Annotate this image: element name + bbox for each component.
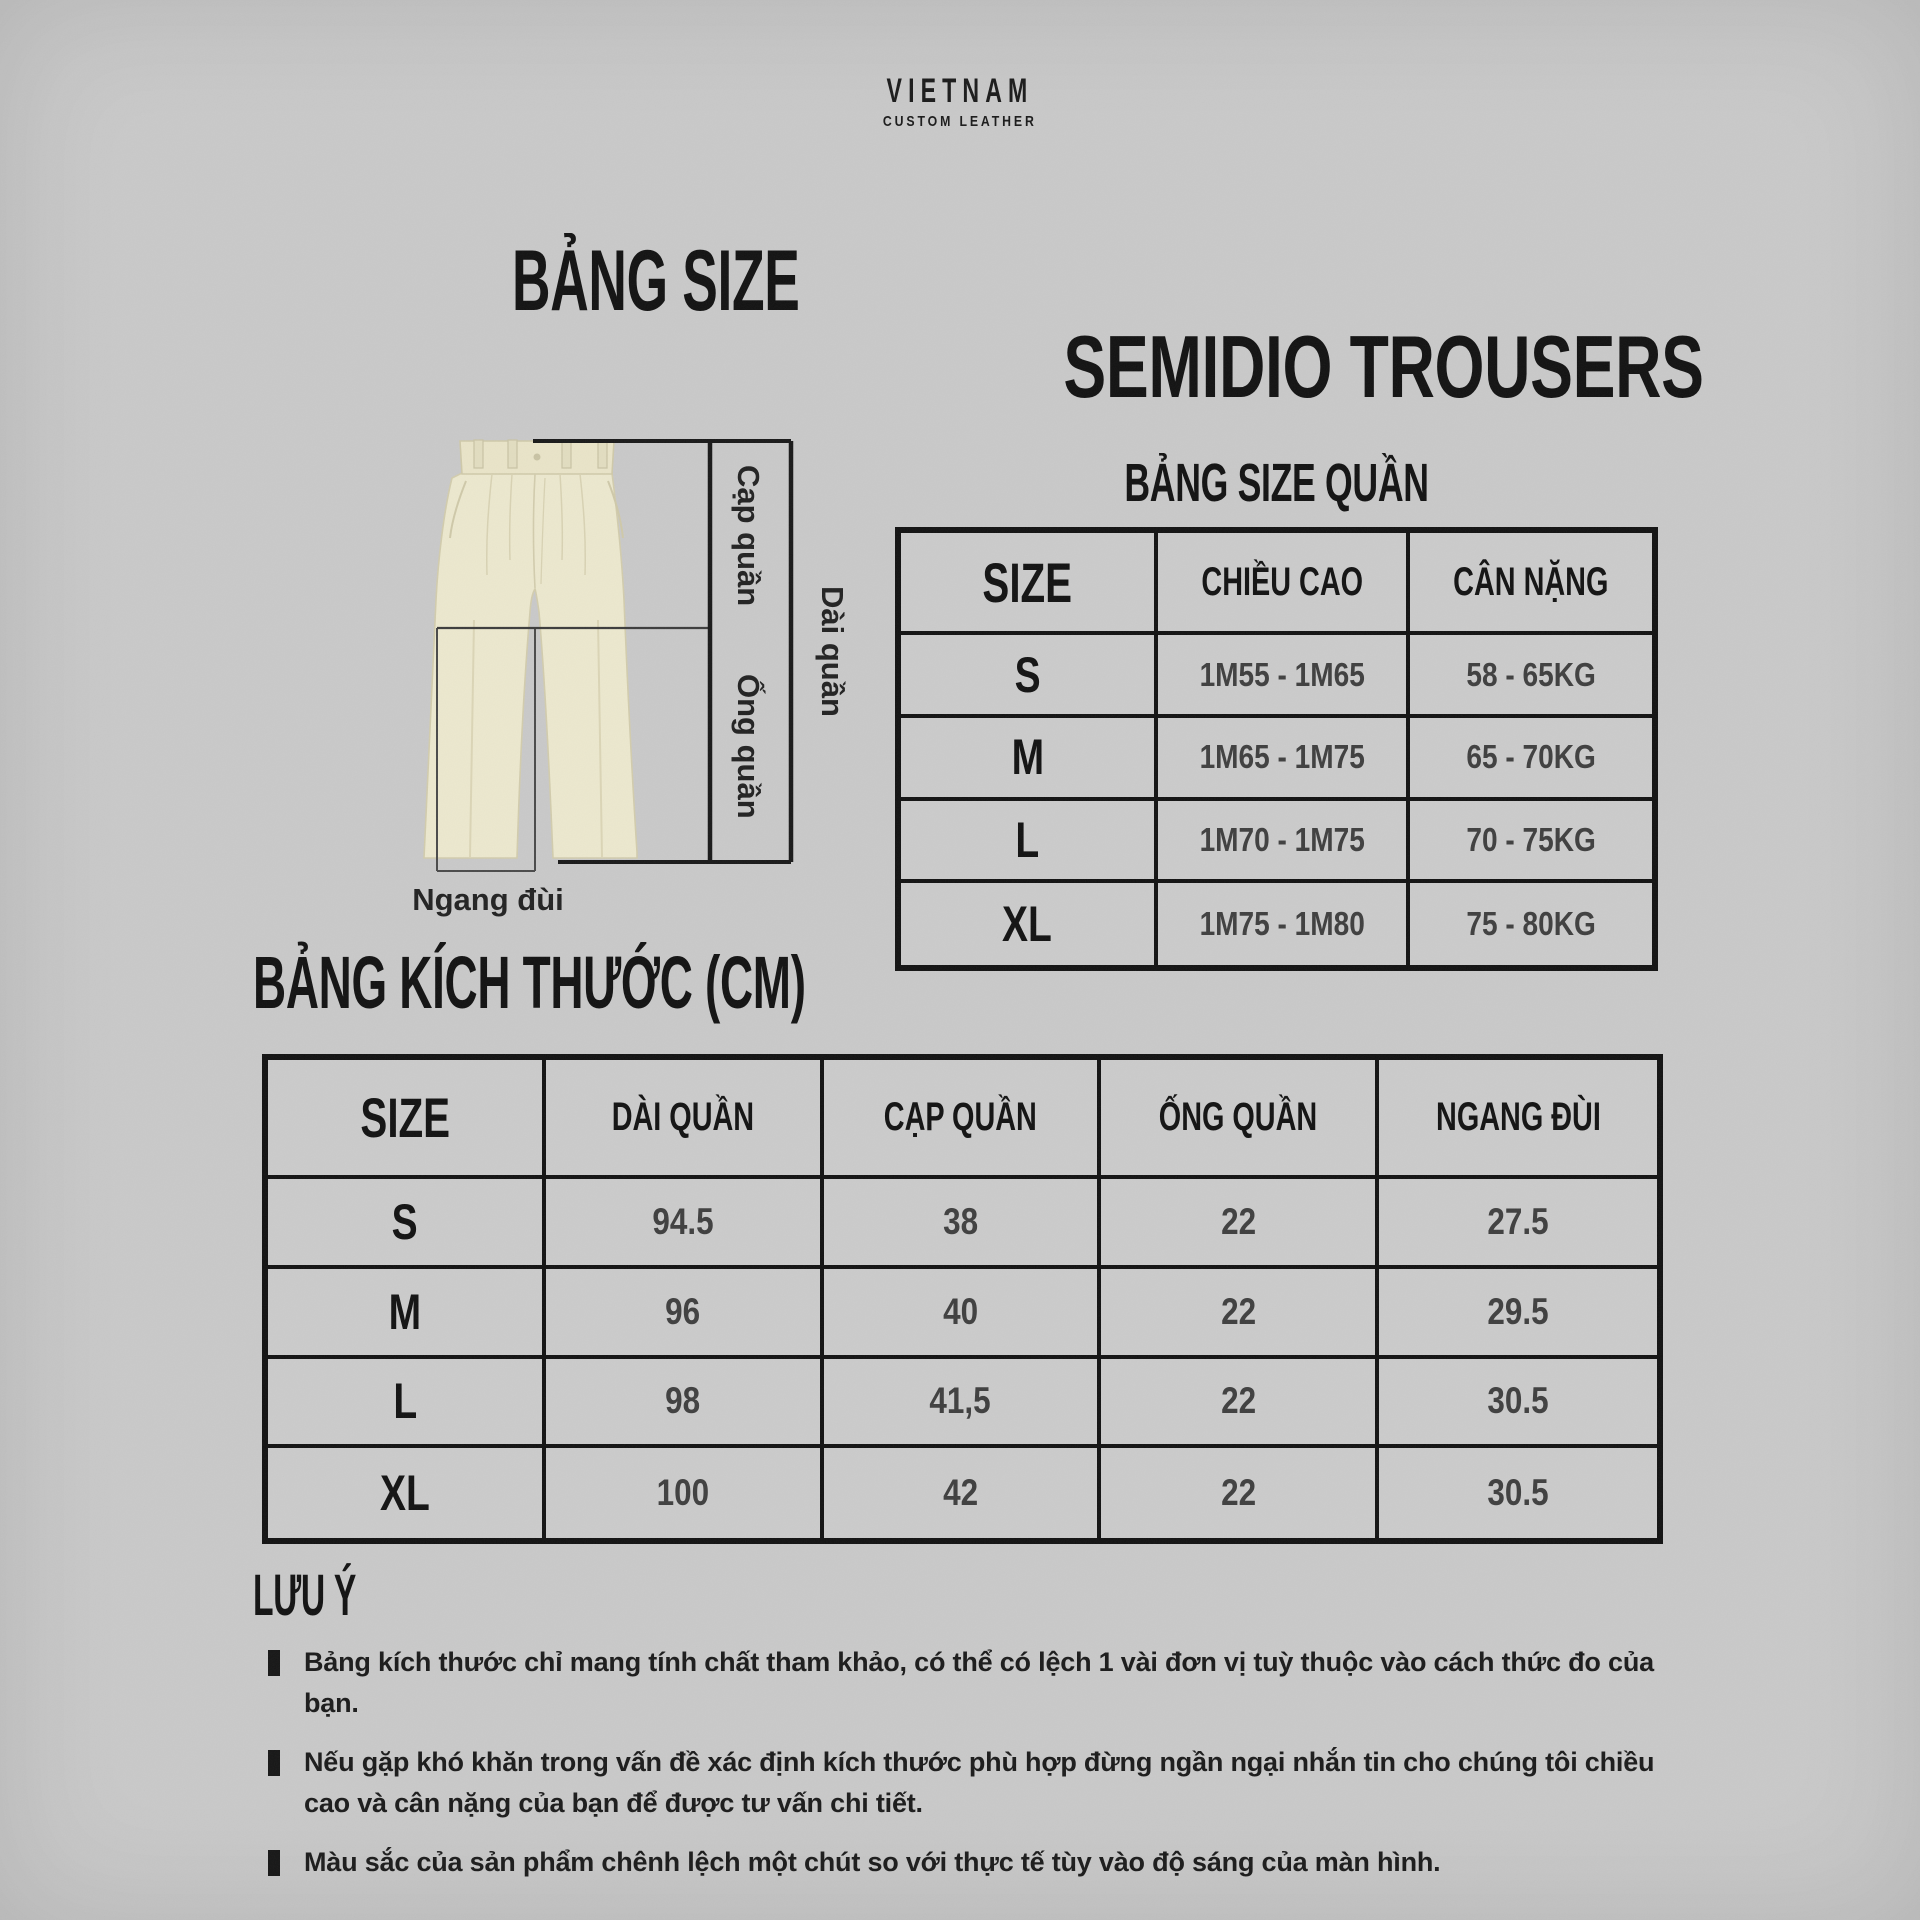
measure-cell: 98 [546,1359,824,1449]
measure-cell: M [268,1269,546,1359]
square-bullet-icon [268,1650,280,1676]
measurement-table [262,1054,1663,1544]
notes-list [268,1642,1668,1901]
size-table-header-size: SIZE [901,533,1158,635]
size-table-header-height: CHIỀU CAO [1158,533,1410,635]
leg-opening-measure-label: Ống quần [731,673,766,819]
measure-cell: 22 [1101,1179,1379,1269]
size-table-cell: M [901,718,1158,801]
measure-cell: 94.5 [546,1179,824,1269]
brand-tagline: CUSTOM LEATHER [883,113,1037,130]
measure-cell: 30.5 [1379,1359,1657,1449]
measure-cell: S [268,1179,546,1269]
square-bullet-icon [268,1750,280,1776]
measure-cell: 40 [824,1269,1102,1359]
size-table-cell: S [901,635,1158,718]
measure-cell: 30.5 [1487,1472,1549,1514]
measure-cell: 22 [1101,1269,1379,1359]
measure-header-leg-opening: ỐNG QUẦN [1101,1060,1379,1179]
note-item [268,1642,1668,1724]
measure-header-waist: CẠP QUẦN [824,1060,1102,1179]
size-table-title: BẢNG SIZE QUẦN [1124,453,1429,513]
measure-cell: L [268,1359,546,1449]
brand-logo [0,72,1920,130]
measure-cell: 22 [1101,1448,1379,1538]
note-text: Bảng kích thước chỉ mang tính chất tham khảo, có thể có lệch 1 vài đơn vị tuỳ thuộc vào cách thức đo của bạn. [304,1647,1654,1718]
brand-name: VIETNAM [886,72,1034,110]
measure-cell: 27.5 [1379,1179,1657,1269]
measure-cell: 29.5 [1379,1269,1657,1359]
size-table-cell: 65 - 70KG [1410,718,1652,801]
note-item [268,1842,1668,1883]
measure-cell: 42 [824,1448,1102,1538]
measurement-table-title: BẢNG KÍCH THƯỚC (CM) [253,941,806,1024]
measure-cell: 22 [1101,1359,1379,1449]
size-table-cell: 1M65 - 1M75 [1158,718,1410,801]
measure-cell: 38 [824,1179,1102,1269]
waist-measure-label: Cạp quần [731,465,766,607]
size-table-cell: 75 - 80KG [1466,905,1596,943]
length-measure-label: Dài quần [815,585,850,717]
page-title: BẢNG SIZE [512,233,800,329]
measure-cell: XL [268,1448,546,1538]
measure-header-size: SIZE [268,1060,546,1179]
size-table-cell: 1M75 - 1M80 [1158,883,1410,965]
note-text: Nếu gặp khó khăn trong vấn đề xác định kích thước phù hợp đừng ngần ngại nhắn tin cho chúng tôi chiều cao và cân nặng của bạn để được tư vấn chi tiết. [304,1747,1655,1818]
pants-diagram [330,420,890,920]
size-table-cell: 70 - 75KG [1410,801,1652,884]
size-table-header-weight: CÂN NẶNG [1410,533,1652,635]
measure-cell: 41,5 [824,1359,1102,1449]
size-table-cell: 1M70 - 1M75 [1158,801,1410,884]
measure-cell: 100 [546,1448,824,1538]
square-bullet-icon [268,1850,280,1876]
note-item [268,1742,1668,1824]
measure-header-length: DÀI QUẦN [546,1060,824,1179]
note-text: Màu sắc của sản phẩm chênh lệch một chút so với thực tế tùy vào độ sáng của màn hình. [304,1847,1441,1877]
product-title: SEMIDIO TROUSERS [1063,317,1704,416]
measure-cell: 96 [546,1269,824,1359]
size-table-cell: XL [901,883,1158,965]
size-table-cell: 1M55 - 1M65 [1158,635,1410,718]
size-table [895,527,1658,971]
size-table-cell: L [901,801,1158,884]
notes-title: LƯU Ý [253,1563,357,1628]
measure-header-thigh: NGANG ĐÙI [1379,1060,1657,1179]
pants-illustration [424,440,637,858]
thigh-measure-label: Ngang đùi [412,882,564,917]
size-table-cell: 58 - 65KG [1410,635,1652,718]
